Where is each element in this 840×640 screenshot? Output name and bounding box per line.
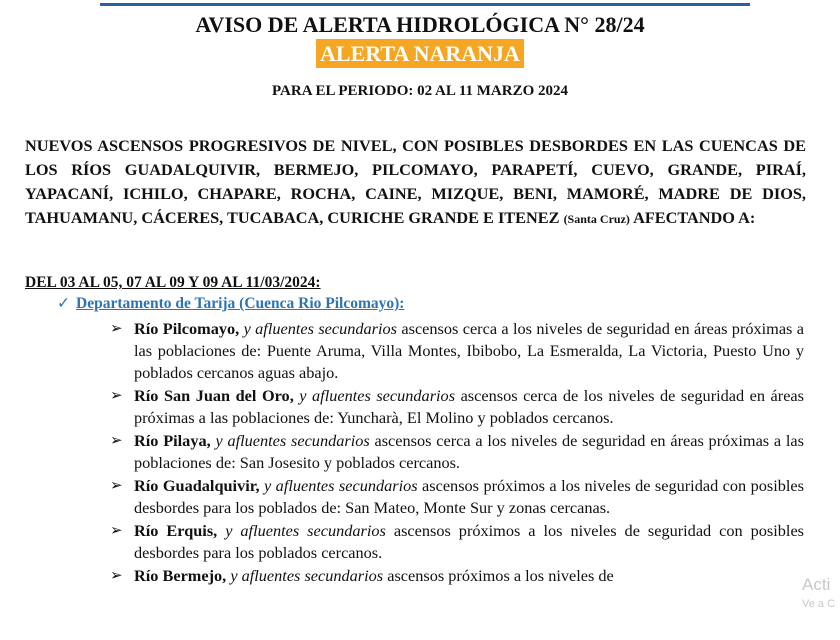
alert-period: PARA EL PERIODO: 02 AL 11 MARZO 2024 — [271, 83, 568, 99]
alert-level-row — [0, 39, 840, 68]
arrowhead-bullet-icon: ➢ — [110, 433, 123, 449]
river-text: ascensos próximos a los niveles de seguridad con posibles desbordes para los poblados de: San Mateo, Monte Sur y zonas cercanas. — [134, 476, 804, 517]
river-name: Río Erquis, — [134, 521, 218, 540]
river-item-erquis — [110, 520, 804, 564]
summary-tail: AFECTANDO A: — [633, 208, 756, 227]
header-rule — [100, 3, 750, 6]
department-heading — [57, 294, 404, 313]
river-name: Río Pilcomayo, — [134, 319, 240, 338]
arrowhead-bullet-icon: ➢ — [110, 388, 123, 404]
river-tributaries: y afluentes secundarios — [225, 521, 386, 540]
department-label: Departamento de Tarija (Cuenca Rio Pilcomayo): — [76, 295, 405, 312]
river-item-guadalquivir — [110, 475, 804, 519]
alert-title: AVISO DE ALERTA HIDROLÓGICA N° 28/24 — [195, 12, 645, 37]
arrowhead-bullet-icon: ➢ — [110, 523, 123, 539]
alert-level-badge: ALERTA NARANJA — [316, 39, 524, 68]
watermark-title: Acti — [802, 575, 831, 594]
river-item-san-juan-del-oro — [110, 385, 804, 429]
river-item-pilaya — [110, 430, 804, 474]
arrowhead-bullet-icon: ➢ — [110, 478, 123, 494]
alert-summary — [25, 134, 806, 231]
river-item-pilcomayo — [110, 318, 804, 384]
river-text: ascensos próximos a los niveles de — [387, 566, 614, 585]
river-tributaries: y afluentes secundarios — [243, 319, 398, 338]
river-name: Río Bermejo, — [134, 566, 227, 585]
arrowhead-bullet-icon: ➢ — [110, 568, 123, 584]
date-range-heading: DEL 03 AL 05, 07 AL 09 Y 09 AL 11/03/2024: — [25, 274, 321, 291]
river-item-bermejo — [110, 565, 804, 587]
river-text: ascensos cerca de los niveles de seguridad en áreas próximas a las poblaciones de: Yuncharà, El Molino y poblados cercanos. — [134, 386, 804, 427]
river-tributaries: y afluentes secundarios — [215, 431, 370, 450]
river-text: ascensos cerca a los niveles de seguridad en áreas próximas a las poblaciones de: Puente Aruma, Villa Montes, Ibibobo, La Esmeralda, La Victoria, Puesto Uno y poblados cercanos aguas abajo. — [134, 319, 804, 382]
watermark-subtitle: Ve a C — [802, 598, 836, 610]
river-name: Río San Juan del Oro, — [134, 386, 294, 405]
river-tributaries: y afluentes secundarios — [299, 386, 456, 405]
river-list — [110, 318, 804, 588]
river-text: ascensos cerca a los niveles de seguridad en áreas próximas a las poblaciones de: San Josesito y poblados cercanos. — [134, 431, 804, 472]
activation-watermark — [802, 576, 835, 610]
arrowhead-bullet-icon: ➢ — [110, 321, 123, 337]
river-tributaries: y afluentes secundarios — [230, 566, 384, 585]
summary-note: (Santa Cruz) — [563, 212, 630, 226]
river-name: Río Pilaya, — [134, 431, 211, 450]
river-text: ascensos próximos a los niveles de seguridad con posibles desbordes para los poblados cercanos. — [134, 521, 805, 562]
summary-text: NUEVOS ASCENSOS PROGRESIVOS DE NIVEL, CON POSIBLES DESBORDES EN LAS CUENCAS DE LOS RÍOS GUADALQUIVIR, BERMEJO, PILCOMAYO, PARAPETÍ, CUEVO, GRANDE, PIRAÍ, YAPACANÍ, ICHILO, CHAPARE, ROCHA, CAINE, MIZQUE, BENI, MAMORÉ, MADRE DE DIOS, TAHUAMANU, CÁCERES, TUCABACA, CURICHE GRANDE E ITENEZ — [25, 136, 806, 227]
river-tributaries: y afluentes secundarios — [264, 476, 418, 495]
checkmark-icon: ✓ — [57, 295, 70, 312]
river-name: Río Guadalquivir, — [134, 476, 260, 495]
